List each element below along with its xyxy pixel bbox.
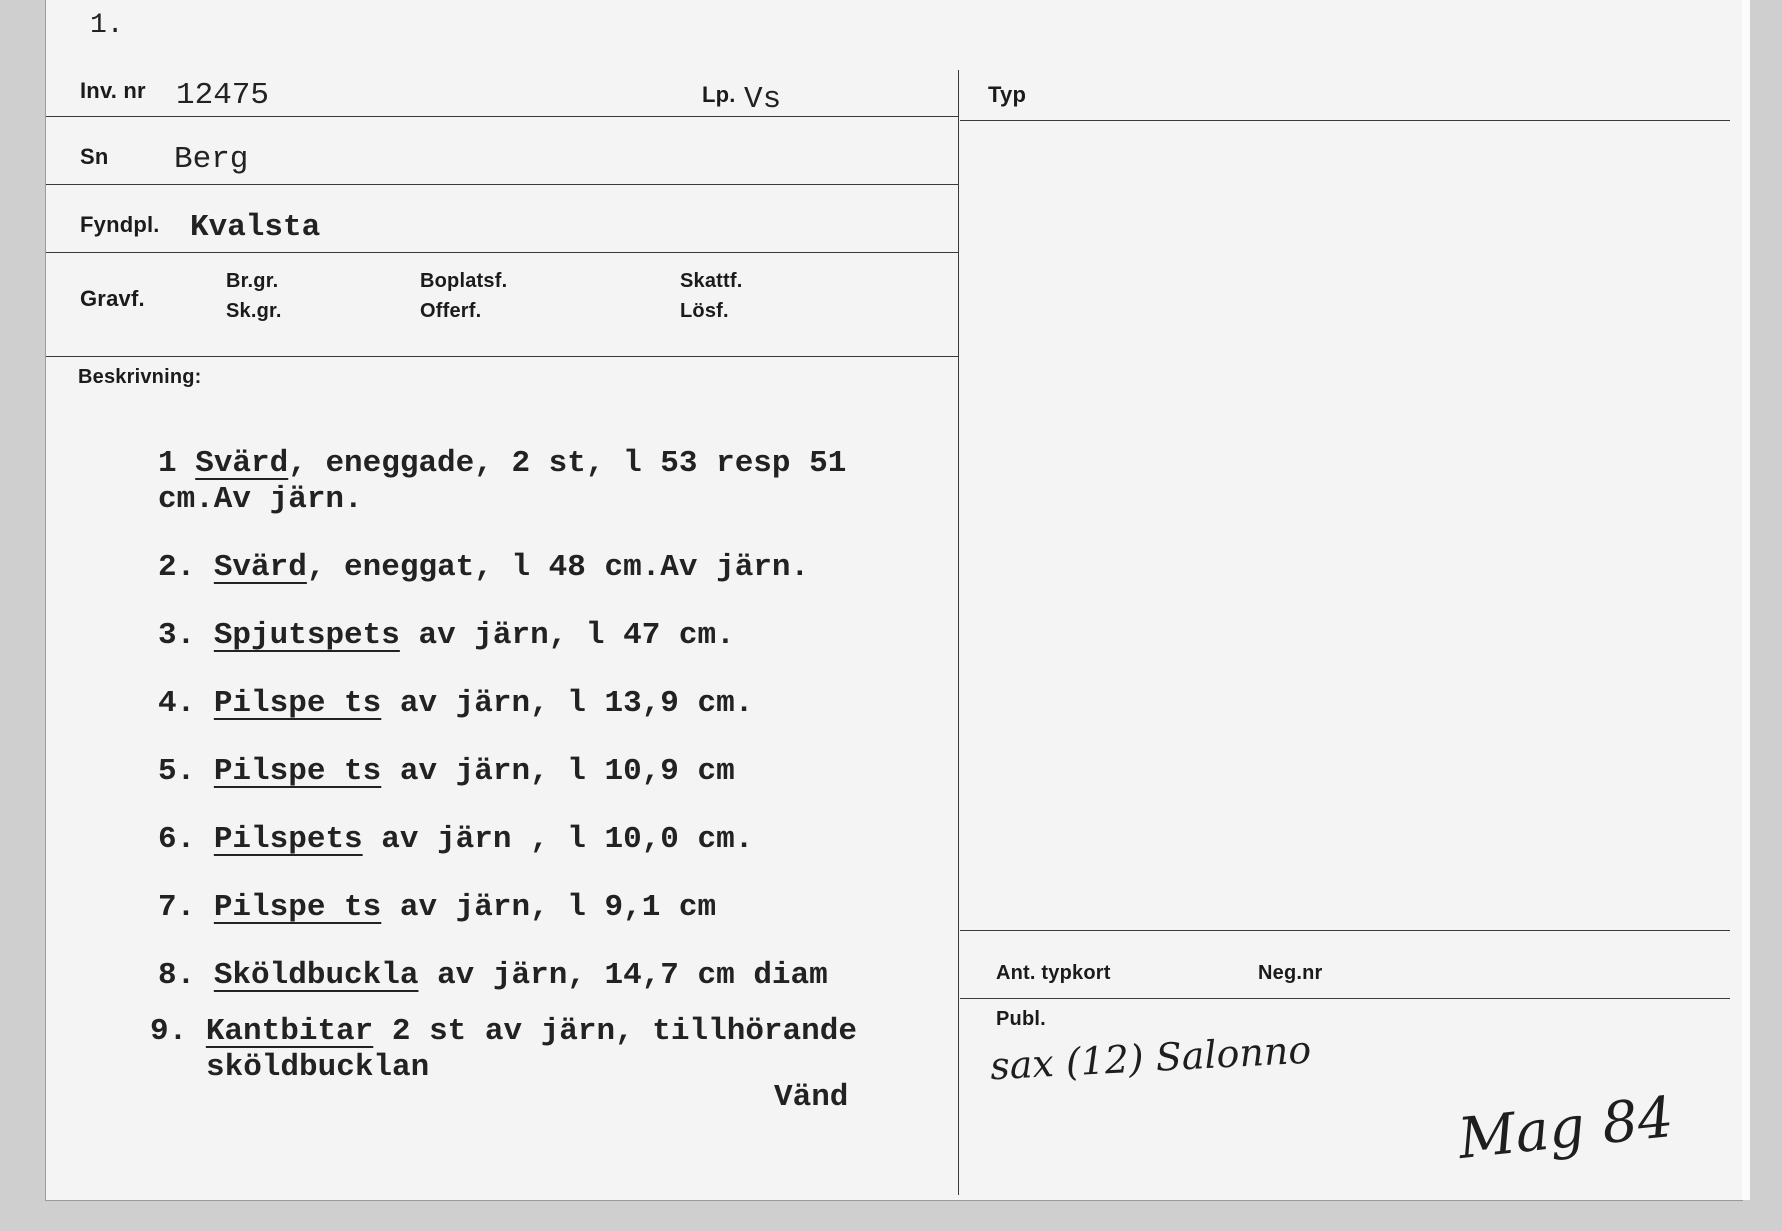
publ-label: Publ. [996,1008,1046,1030]
beskrivning-label: Beskrivning: [78,366,202,388]
description-item-9 [150,1014,857,1049]
column-divider [958,70,959,1195]
item-number: 3. [158,618,196,653]
row-divider [960,998,1730,999]
item-term: Pilspe ts [213,686,382,721]
description-item-1 [158,446,846,481]
description-item-9-cont [206,1050,429,1085]
gravf-label: Gravf. [80,286,145,311]
inv-nr-value: 12475 [176,78,270,113]
item-text: av järn, 14,7 cm diam [418,958,828,993]
item-term: Svärd [195,446,289,481]
skgr-label: Sk.gr. [226,300,282,322]
vand-text: Vänd [774,1080,849,1115]
boplatsf-label: Boplatsf. [420,270,508,292]
description-item-3 [158,618,735,653]
publ-handwritten: sax (12) Salonno [989,1027,1313,1089]
neg-nr-label: Neg.nr [1258,962,1323,984]
typ-label: Typ [988,82,1027,107]
description-item-7 [158,890,716,925]
item-text: av järn, l 13,9 cm. [381,686,754,721]
signature: Mag 84 [1455,1084,1677,1173]
description-item-5 [158,754,735,789]
lp-value: Vs [744,82,782,117]
item-text: av järn, l 9,1 cm [381,890,717,925]
item-number: 8. [158,958,196,993]
sn-label: Sn [80,144,109,169]
description-item-1-cont [158,482,363,517]
description-item-2 [158,550,809,585]
item-number: 9. [150,1014,188,1049]
sn-value: Berg [174,142,249,177]
item-number: 5. [158,754,196,789]
item-text: 2 st av järn, tillhörande [373,1014,857,1049]
inv-nr-label: Inv. nr [80,78,146,103]
description-item-6 [158,822,753,857]
item-number: 1 [158,446,177,481]
item-text: av järn , l 10,0 cm. [362,822,754,857]
offerf-label: Offerf. [420,300,482,322]
skattf-label: Skattf. [680,270,743,292]
lp-label: Lp. [702,82,736,107]
fyndpl-label: Fyndpl. [80,212,160,237]
item-text: cm.Av järn. [158,482,363,517]
item-term: Pilspets [213,822,363,857]
description-list [46,0,958,1120]
description-item-8 [158,958,828,993]
item-term: Spjutspets [213,618,400,653]
brgr-label: Br.gr. [226,270,279,292]
item-term: Pilspe ts [213,890,382,925]
item-number: 6. [158,822,196,857]
catalog-card [46,0,1742,1200]
item-number: 4. [158,686,196,721]
fyndpl-value: Kvalsta [190,210,321,245]
item-text: av järn, l 47 cm. [399,618,735,653]
item-text: sköldbucklan [206,1050,430,1085]
item-term: Pilspe ts [213,754,382,789]
item-term: Kantbitar [205,1014,374,1049]
description-item-4 [158,686,753,721]
item-text: av järn, l 10,9 cm [381,754,735,789]
item-number: 2. [158,550,196,585]
item-text: , eneggade, 2 st, l 53 resp 51 [288,446,847,481]
card-number: 1. [90,10,124,41]
item-term: Sköldbuckla [213,958,419,993]
item-number: 7. [158,890,196,925]
row-divider [960,120,1730,121]
row-divider [960,930,1730,931]
ant-typkort-label: Ant. typkort [996,962,1111,984]
losf-label: Lösf. [680,300,729,322]
item-term: Svärd [213,550,307,585]
item-text: , eneggat, l 48 cm.Av järn. [306,550,810,585]
